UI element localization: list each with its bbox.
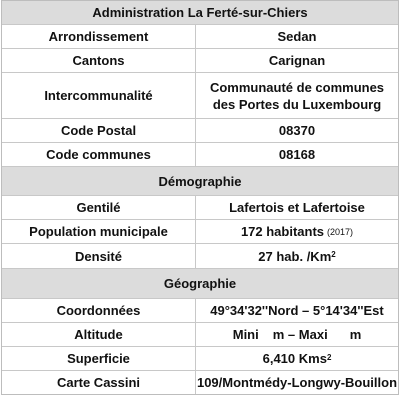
table-row — [2, 118, 398, 142]
table-row — [2, 48, 398, 72]
altitude-unit-mini: m — [272, 327, 285, 342]
population-value: 172 habitants — [240, 224, 325, 239]
carte-cassini-label: Carte Cassini — [2, 371, 196, 394]
table-title-row — [2, 1, 398, 24]
table-row — [2, 195, 398, 219]
altitude-unit-maxi: m — [349, 327, 362, 342]
table-row — [2, 370, 398, 394]
altitude-separator: – — [287, 327, 296, 342]
altitude-mini: Mini — [232, 327, 259, 342]
code-postal-label: Code Postal — [2, 119, 196, 142]
coordonnees-label: Coordonnées — [2, 299, 196, 322]
table-row — [2, 24, 398, 48]
code-communes-value: 08168 — [278, 147, 316, 162]
table-row — [2, 243, 398, 268]
coordonnees-value: 49°34'32''Nord – 5°14'34''Est — [210, 303, 384, 318]
section-header-geographie — [2, 268, 398, 298]
superficie-label: Superficie — [2, 347, 196, 370]
carte-cassini-value: 109/Montmédy-Longwy-Bouillon — [196, 375, 398, 390]
code-communes-label: Code communes — [2, 143, 196, 166]
intercommunalite-label: Intercommunalité — [2, 73, 196, 118]
table-row — [2, 142, 398, 166]
superficie-value: 6,410 Kms — [262, 351, 327, 366]
densite-value: 27 hab. /Km — [258, 248, 332, 264]
info-table — [1, 0, 399, 395]
cantons-value: Carignan — [268, 53, 326, 68]
code-postal-value: 08370 — [278, 123, 316, 138]
altitude-maxi: Maxi — [298, 327, 328, 342]
table-row — [2, 219, 398, 243]
population-label: Population municipale — [2, 220, 196, 243]
superficie-value-cell: 6,410 Kms $^2$ — [262, 351, 332, 366]
densite-label: Densité — [2, 244, 196, 268]
cantons-label: Cantons — [2, 49, 196, 72]
table-row — [2, 346, 398, 370]
table-row — [2, 322, 398, 346]
intercommunalite-value: Communauté de communes des Portes du Luxembourg — [209, 79, 385, 112]
gentile-value: Lafertois et Lafertoise — [229, 200, 365, 215]
altitude-value-cell — [196, 323, 398, 346]
gentile-label: Gentilé — [2, 196, 196, 219]
population-year: (2017) — [327, 227, 354, 237]
arrondissement-value: Sedan — [277, 29, 317, 44]
population-value-cell — [196, 220, 398, 243]
table-row — [2, 298, 398, 322]
arrondissement-label: Arrondissement — [2, 25, 196, 48]
section-header-demographie — [2, 166, 398, 195]
demographie-heading: Démographie — [158, 173, 242, 189]
geographie-heading: Géographie — [163, 276, 237, 291]
table-row — [2, 72, 398, 118]
altitude-label: Altitude — [2, 323, 196, 346]
densite-value-cell: 27 hab. /Km $^2$ — [258, 248, 336, 264]
table-title: Administration La Ferté-sur-Chiers — [92, 5, 308, 20]
